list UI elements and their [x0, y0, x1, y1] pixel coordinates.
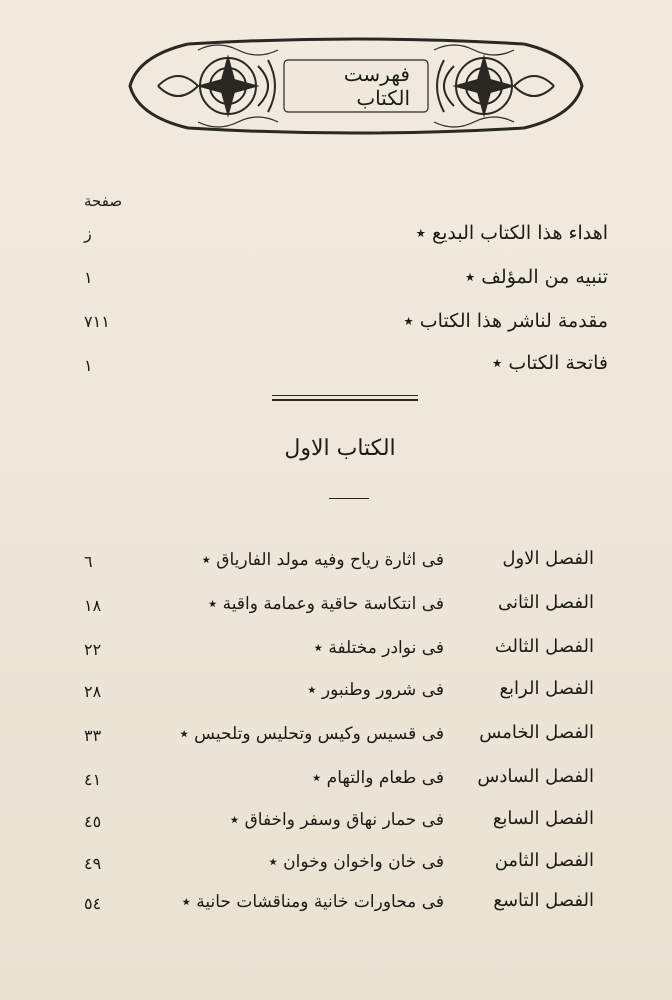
chapter-page: ٣٣	[84, 726, 102, 745]
chapter-title: فى نوادر مختلفة ٭	[313, 638, 444, 658]
chapter-label: الفصل الخامس	[479, 722, 594, 743]
ornament-border-top	[188, 39, 524, 44]
ornament-right-rosette	[437, 58, 554, 114]
front-matter-item: مقدمة لناشر هذا الكتاب ٭	[403, 310, 608, 332]
chapter-title: فى انتكاسة حاقية وعمامة واقية ٭	[207, 594, 444, 614]
chapter-label: الفصل الثانى	[498, 592, 594, 613]
chapter-label: الفصل التاسع	[493, 890, 594, 911]
section-divider	[272, 395, 418, 396]
chapter-page: ١٨	[84, 596, 102, 615]
book-heading: الكتاب الاول	[284, 436, 396, 461]
front-matter-item: فاتحة الكتاب ٭	[491, 352, 608, 374]
chapter-title: فى محاورات خانية ومناقشات حانية ٭	[181, 892, 444, 912]
chapter-page: ٤١	[84, 770, 102, 789]
front-matter-page: ١	[84, 268, 93, 287]
chapter-label: الفصل السادس	[477, 766, 594, 787]
chapter-page: ٢٨	[84, 682, 102, 701]
chapter-title: فى خان واخوان وخوان ٭	[268, 852, 444, 872]
chapter-label: الفصل السابع	[492, 808, 594, 829]
chapter-title: فى قسيس وكيس وتحليس وتلحيس ٭	[179, 724, 444, 744]
ornament-left-rosette	[158, 58, 275, 114]
front-matter-page: ز	[84, 224, 92, 243]
chapter-page: ٦	[84, 552, 93, 571]
front-matter-item: اهداء هذا الكتاب البديع ٭	[415, 222, 608, 244]
chapter-label: الفصل الاول	[502, 548, 594, 569]
chapter-page: ٢٢	[84, 640, 102, 659]
chapter-page: ٤٩	[84, 854, 102, 873]
chapter-label: الفصل الثالث	[494, 636, 594, 657]
chapter-page: ٥٤	[84, 894, 102, 913]
section-divider	[272, 399, 418, 401]
front-matter-item: تنبيه من المؤلف ٭	[464, 266, 608, 288]
front-matter-page: ٧١١	[84, 312, 110, 331]
page-column-label: صفحة	[84, 192, 123, 210]
heading-underline	[329, 498, 369, 499]
chapter-label: الفصل الرابع	[499, 678, 594, 699]
chapter-title: فى اثارة رياح وفيه مولد الفارياق ٭	[201, 550, 444, 570]
chapter-label: الفصل الثامن	[494, 850, 594, 871]
chapter-title: فى شرور وطنبور ٭	[307, 680, 444, 700]
page-title: فهرست الكتاب	[286, 64, 410, 108]
front-matter-page: ١	[84, 356, 93, 375]
chapter-page: ٤٥	[84, 812, 102, 831]
ornament-border-bottom	[188, 128, 524, 133]
chapter-title: فى حمار نهاق وسفر واخفاق ٭	[229, 810, 444, 830]
chapter-title: فى طعام والتهام ٭	[312, 768, 444, 788]
